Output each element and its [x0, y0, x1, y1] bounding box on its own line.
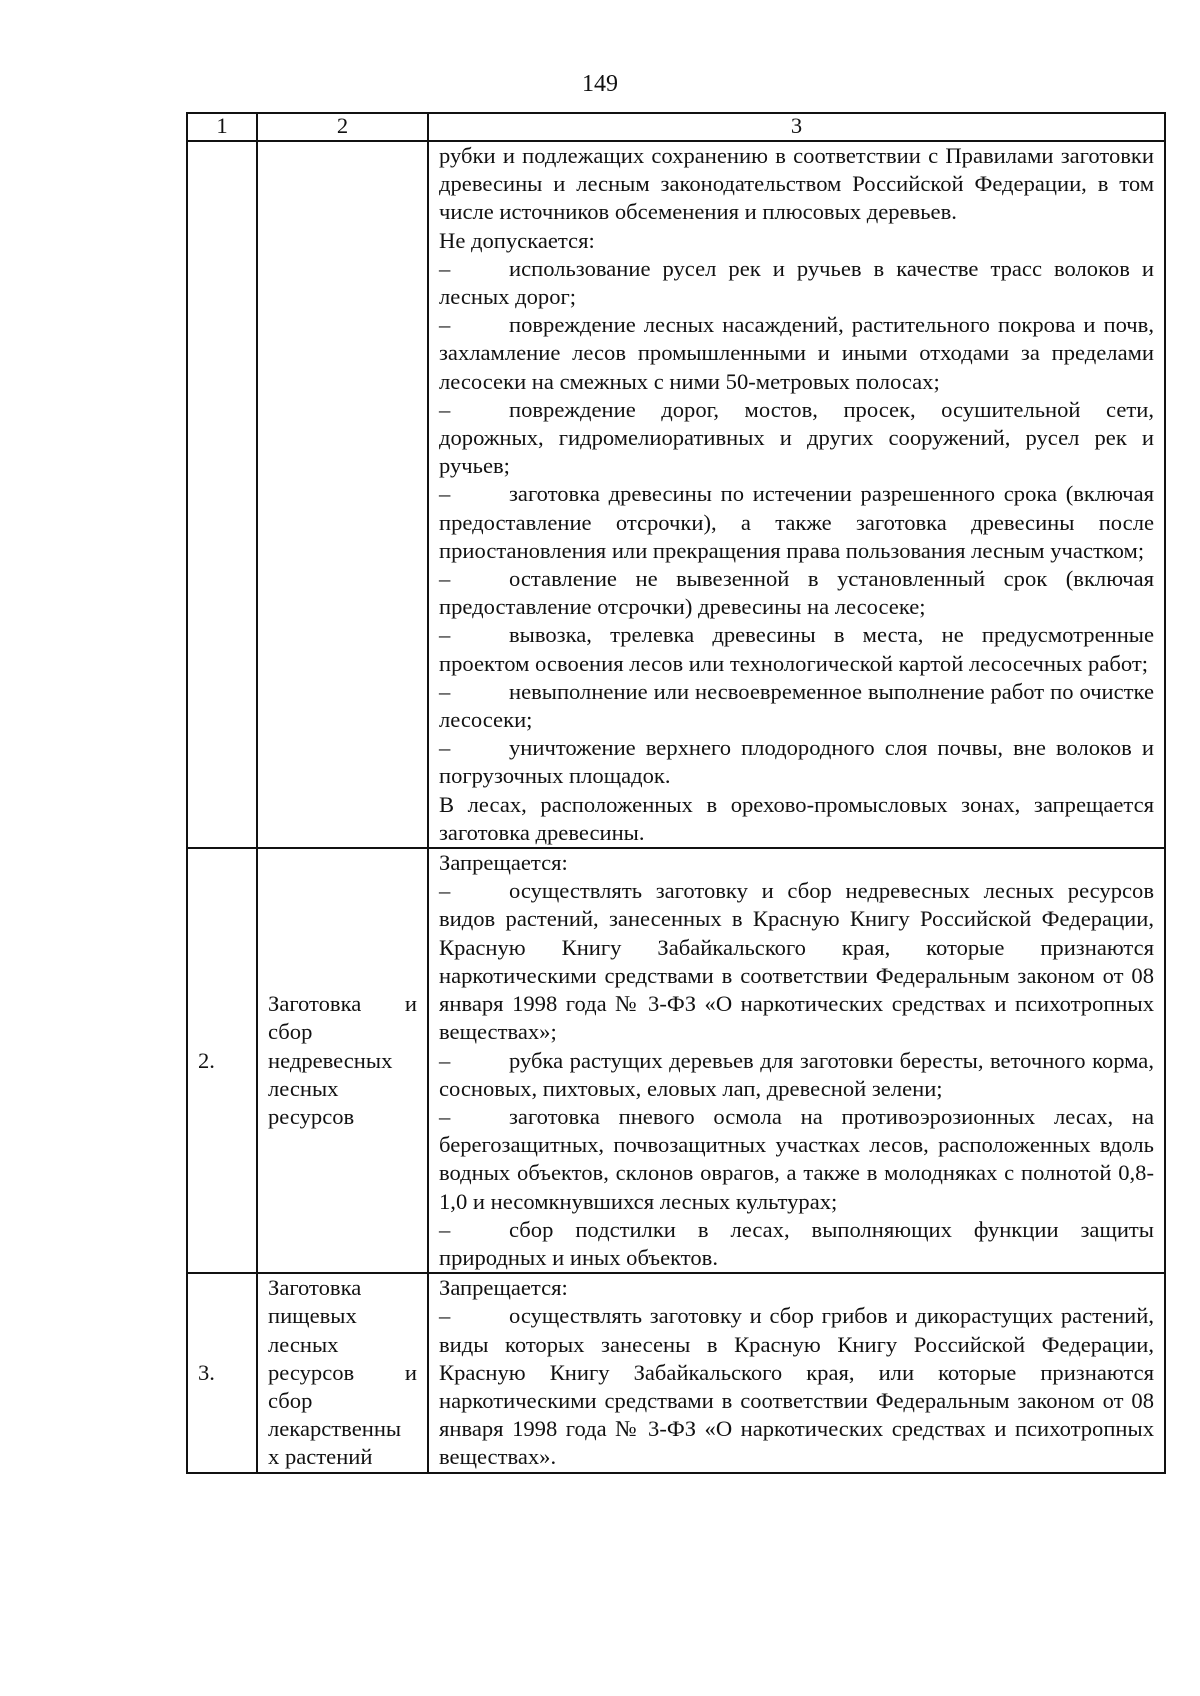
dash-mark: –	[439, 566, 451, 592]
header-col-3: 3	[428, 113, 1165, 141]
list-item: – вывозка, трелевка древесины в места, не предусмотренные проектом освоения лесов или технологической картой лесосечных работ;	[439, 622, 1154, 676]
dash-mark: –	[439, 878, 451, 904]
dash-mark: –	[439, 678, 451, 704]
name-line: сбор	[268, 1387, 313, 1413]
name-line: сбор	[268, 1019, 313, 1045]
name-line: х растений	[268, 1444, 373, 1470]
intro-text: рубки и подлежащих сохранению в соответствии с Правилами заготовки древесины и лесным законодательством Российской Федерации, в том числе источников обсеменения и плюсовых деревьев.	[439, 143, 1154, 225]
closing-text: В лесах, расположенных в орехово-промысловых зонах, запрещается заготовка древесины.	[439, 791, 1154, 845]
cell-number: 3.	[187, 1273, 257, 1472]
dash-mark: –	[439, 1047, 451, 1073]
dash-mark: –	[439, 1103, 451, 1129]
cell-name	[257, 141, 428, 848]
page-number: 149	[582, 71, 618, 97]
table-row-continuation	[187, 141, 1165, 848]
name-line: лесных	[268, 1331, 339, 1357]
header-col-2: 2	[257, 113, 428, 141]
cell-number: 2.	[187, 848, 257, 1273]
list-item: – оставление не вывезенной в установленный срок (включая предоставление отсрочки) древесины на лесосеке;	[439, 566, 1154, 620]
list-item: – повреждение дорог, мостов, просек, осушительной сети, дорожных, гидромелиоративных и других сооружений, русел рек и ручьев;	[439, 396, 1154, 479]
name-line: лекарственны	[268, 1416, 402, 1442]
name-line: лесных	[268, 1075, 339, 1101]
dash-mark: –	[439, 1303, 451, 1329]
name-line: пищевых	[268, 1303, 357, 1329]
name-line: Заготовка	[268, 1275, 362, 1301]
dash-mark: –	[439, 735, 451, 761]
list-item: – невыполнение или несвоевременное выполнение работ по очистке лесосеки;	[439, 678, 1154, 733]
cell-name	[257, 848, 428, 1273]
prohibition-heading: Не допускается:	[439, 227, 595, 253]
dash-mark: –	[439, 1216, 451, 1242]
list-item: – заготовка пневого осмола на противоэрозионных лесах, на берегозащитных, почвозащитных участках лесов, расположенных вдоль водных объектов, склонов оврагов, а также в молодняках с полнотой 0,8-1,0 и несомкнувшихся лесных культурах;	[439, 1103, 1154, 1214]
list-item: – использование русел рек и ручьев в качестве трасс волоков и лесных дорог;	[439, 255, 1154, 310]
list-item: – осуществлять заготовку и сбор недревесных лесных ресурсов видов растений, занесенных в Красную Книгу Российской Федерации, Красную Книгу Забайкальского края, которые признаются наркотическими средствами в соответствии Федеральным законом от 08 января 1998 года № 3-ФЗ «О наркотических средствах и психотропных веществах»;	[439, 878, 1154, 1045]
dash-mark: –	[439, 622, 451, 648]
header-col-1: 1	[187, 113, 257, 141]
list-item: – осуществлять заготовку и сбор грибов и дикорастущих растений, виды которых занесены в Красную Книгу Российской Федерации, Красную Книгу Забайкальского края, или которые признаются наркотическими средствами в соответствии Федеральным законом от 08 января 1998 года № 3-ФЗ «О наркотических средствах и психотропных веществах».	[439, 1303, 1154, 1470]
regulations-table	[186, 112, 1166, 1474]
prohibition-heading: Запрещается:	[439, 1275, 568, 1301]
prohibition-heading: Запрещается:	[439, 850, 568, 876]
cell-content	[428, 1273, 1165, 1472]
dash-mark: –	[439, 255, 451, 281]
name-line: ресурсов и	[268, 1359, 417, 1385]
table-row-2	[187, 848, 1165, 1273]
table-row-3	[187, 1273, 1165, 1472]
cell-number	[187, 141, 257, 848]
dash-mark: –	[439, 481, 451, 507]
dash-mark: –	[439, 396, 451, 422]
table-header-row	[187, 113, 1165, 141]
cell-content	[428, 141, 1165, 848]
dash-mark: –	[439, 312, 451, 338]
cell-name	[257, 1273, 428, 1472]
list-item: – повреждение лесных насаждений, растительного покрова и почв, захламление лесов промышленными и иными отходами за пределами лесосеки на смежных с ними 50-метровых полосах;	[439, 312, 1154, 394]
name-line: недревесных	[268, 1047, 393, 1073]
name-line: Заготовка и	[268, 991, 417, 1017]
list-item: – сбор подстилки в лесах, выполняющих функции защиты природных и иных объектов.	[439, 1216, 1154, 1270]
list-item: – уничтожение верхнего плодородного слоя почвы, вне волоков и погрузочных площадок.	[439, 735, 1154, 789]
name-line: ресурсов	[268, 1103, 355, 1129]
list-item: – рубка растущих деревьев для заготовки бересты, веточного корма, сосновых, пихтовых, еловых лап, древесной зелени;	[439, 1047, 1154, 1101]
list-item: – заготовка древесины по истечении разрешенного срока (включая предоставление отсрочки), а также заготовка древесины после приостановления или прекращения права пользования лесным участком;	[439, 481, 1154, 563]
cell-content	[428, 848, 1165, 1273]
